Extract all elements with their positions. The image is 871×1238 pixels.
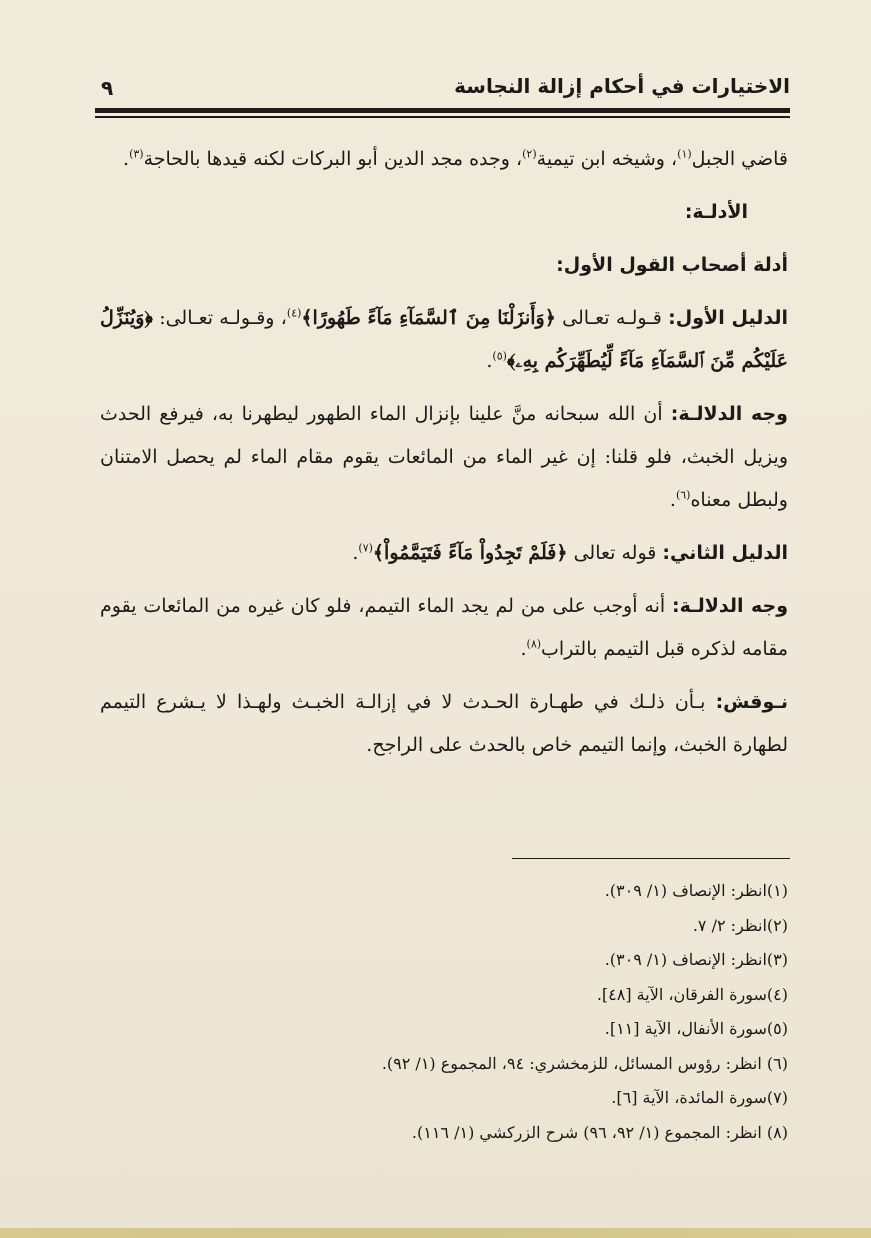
footnote-7: (٧)سورة المائدة، الآية [٦]. [611,1088,788,1107]
first-opinion-heading: أدلة أصحاب القول الأول: [556,254,788,276]
running-title: الاختيارات في أحكام إزالة النجاسة [454,74,790,98]
objection [100,681,788,767]
paragraph-intro [100,138,788,181]
footnote-4: (٤)سورة الفرقان، الآية [٤٨]. [596,984,788,1004]
section-label: الدليل الثاني: [662,542,788,564]
section-label: الدليل الأول: [668,307,789,329]
quran-verse: ﴿وَيُنَزِّلُ عَلَيْكُم مِّنَ ٱلسَّمَآءِ مَآءً لِّيُطَهِّرَكُم بِهِۦ﴾ [100,307,788,372]
footnotes [100,874,788,1150]
second-evidence [100,532,788,575]
quran-verse: ﴿وَأَنزَلْنَا مِنَ ٱلسَّمَآءِ مَآءً طَهُورًا﴾ [301,307,556,329]
footnote-ref: (٧) [358,541,373,555]
footnote-5: (٥)سورة الأنفال، الآية [١١]. [604,1019,788,1038]
text-run: . [669,489,676,511]
page-bottom-edge [0,1228,871,1238]
footnote-8: (٨) انظر: المجموع (١/ ٩٢، ٩٦) شرح الزركشي (١/ ١١٦). [411,1122,788,1142]
text-run: ، وجده مجد الدين أبو البركات لكنه قيدها بالحاجة [143,148,523,170]
text-run: . [352,542,359,564]
text-run: ، وشيخه ابن تيمية [536,148,678,170]
text-run: ، وقـولـه تعـالى: [159,307,287,329]
footnote-separator [512,858,790,859]
section-label: وجه الدلالـة: [670,403,788,425]
second-evidence-indication [100,585,788,671]
quran-verse: ﴿فَلَمْ تَجِدُواْ مَآءً فَتَيَمَّمُواْ﴾ [372,542,568,564]
text-run: قاضي الجبل [691,148,788,170]
page-header [95,72,790,112]
first-evidence [100,297,788,383]
footnote-ref: (٦) [675,488,691,502]
text-run: قـولـه تعـالى [562,307,662,329]
main-text [100,138,788,767]
first-evidence-indication [100,393,788,522]
section-label: وجه الدلالـة: [672,595,788,617]
footnote-3: (٣)انظر: الإنصاف (١/ ٣٠٩). [604,950,788,969]
header-rule-thick [95,108,790,113]
footnote-2: (٢)انظر: ٢/ ٧. [692,915,788,935]
header-rule-thin [95,116,790,118]
text-run: . [486,350,493,372]
text-run: أن الله سبحانه منَّ علينا بإنزال الماء الطهور ليطهرنا به، فيرفع الحدث ويزيل الخبث، فلو قلنا: إن غير الماء من المائعات يقوم مقام الماء لم يحصل الامتنان ولبطل معناه [100,403,788,511]
text-run: . [520,638,527,660]
page-number: ٩ [101,76,114,100]
footnote-6: (٦) انظر: رؤوس المسائل، للزمخشري: ٩٤، المجموع (١/ ٩٢). [381,1053,788,1073]
footnote-ref: (٤) [286,306,302,320]
evidence-heading: الأدلـة: [684,201,748,223]
text-run: بـأن ذلـك في طهـارة الحـدث لا في إزالـة الخبـث ولهـذا لا يـشرع التيمم لطهارة الخبث، وإنما التيمم خاص بالحدث على الراجح. [100,691,788,756]
footnote-ref: (٢) [522,147,537,161]
text-run: أنه أوجب على من لم يجد الماء التيمم، فلو كان غيره من المائعات يقوم مقامه لذكره قبل التيمم بالتراب [100,595,788,660]
text-run: قوله تعالى [573,542,657,564]
footnote-ref: (١) [677,147,692,161]
footnote-ref: (٣) [129,147,144,161]
footnote-ref: (٨) [526,637,542,651]
section-label: نـوقش: [715,691,788,713]
text-run: . [123,148,130,170]
footnote-ref: (٥) [492,349,507,363]
footnote-1: (١)انظر: الإنصاف (١/ ٣٠٩). [604,881,788,900]
